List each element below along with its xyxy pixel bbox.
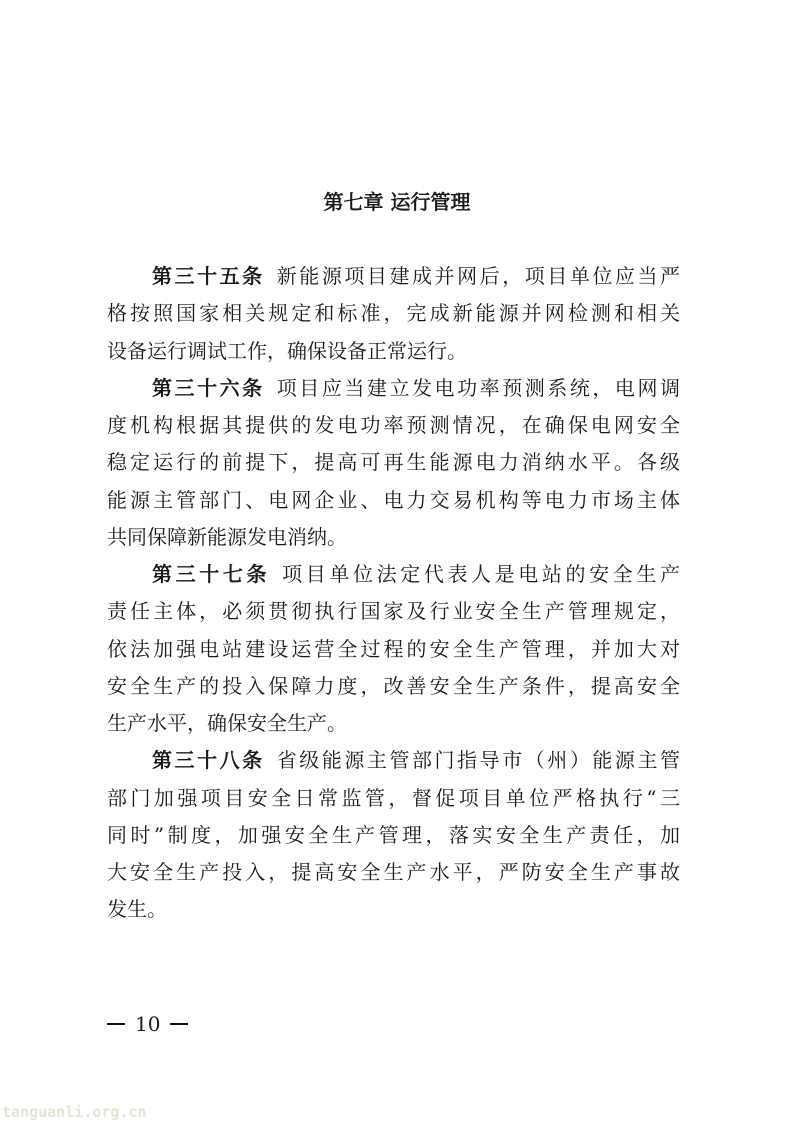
article	[107, 370, 680, 556]
article-heading: 第三十五条	[152, 264, 265, 288]
article-text: 设备运行调试工作，确保设备正常运行。	[107, 338, 467, 363]
page-number-text: 10	[135, 1012, 161, 1036]
article-text: 格按照国家相关规定和标准，完成新能源并网检测和相关	[107, 301, 680, 326]
article	[107, 258, 680, 370]
article-line	[107, 668, 680, 705]
article-line	[107, 482, 680, 519]
article-text: 稳定运行的前提下，提高可再生能源电力消纳水平。各级	[107, 450, 680, 475]
article-heading: 第三十七条	[152, 562, 271, 586]
article-line	[107, 705, 680, 742]
article	[107, 556, 680, 742]
article-text: 生产水平，确保安全生产。	[107, 711, 347, 735]
article-text: 部门加强项目安全日常监管，督促项目单位严格执行“三	[107, 785, 680, 810]
article-line	[107, 854, 680, 891]
article-line	[107, 780, 680, 817]
article-text: 新能源项目建成并网后，项目单位应当严	[276, 264, 681, 288]
article-line	[107, 742, 680, 779]
article-text: 共同保障新能源发电消纳。	[107, 524, 347, 549]
article-text: 发生。	[107, 897, 167, 922]
article-line	[107, 817, 680, 854]
chapter-title: 第七章 运行管理	[323, 190, 471, 214]
article-line	[107, 258, 680, 295]
article-line	[107, 444, 680, 481]
article-text: 同时”制度，加强安全生产管理，落实安全生产责任，加	[107, 822, 680, 847]
article-line	[107, 556, 680, 593]
article-line	[107, 407, 680, 444]
article-line	[107, 593, 680, 630]
article-text: 项目单位法定代表人是电站的安全生产	[282, 562, 681, 586]
article-text: 省级能源主管部门指导市（州）能源主管	[276, 748, 681, 773]
article-text: 能源主管部门、电网企业、电力交易机构等电力市场主体	[107, 487, 680, 512]
dash-right	[170, 1023, 188, 1025]
article-heading: 第三十六条	[152, 375, 265, 400]
article-line	[107, 333, 680, 370]
article-line	[107, 519, 680, 556]
article-line	[107, 295, 680, 332]
page-number	[107, 1012, 188, 1036]
article-heading: 第三十八条	[152, 748, 265, 773]
article-text: 安全生产的投入保障力度，改善安全生产条件，提高安全	[107, 673, 680, 698]
article-text: 大安全生产投入，提高安全生产水平，严防安全生产事故	[107, 860, 680, 884]
article-text: 依法加强电站建设运营全过程的安全生产管理，并加大对	[107, 636, 680, 661]
document-body	[107, 258, 680, 929]
article-text: 项目应当建立发电功率预测系统，电网调	[276, 375, 681, 400]
watermark: tanguanli.org.cn	[2, 1103, 147, 1121]
article-text: 责任主体，必须贯彻执行国家及行业安全生产管理规定，	[107, 599, 680, 624]
dash-left	[107, 1023, 125, 1025]
article	[107, 742, 680, 928]
article-line	[107, 891, 680, 928]
article-line	[107, 370, 680, 407]
article-line	[107, 631, 680, 668]
article-text: 度机构根据其提供的发电功率预测情况，在确保电网安全	[107, 413, 680, 437]
